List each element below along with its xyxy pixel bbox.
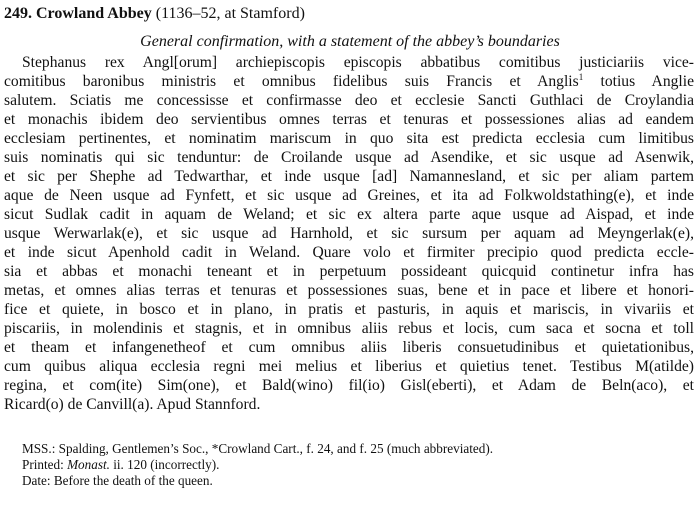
printed-note: [22, 457, 692, 473]
charter-title: Crowland Abbey: [36, 5, 152, 22]
body-line: [4, 72, 694, 91]
body-line: usque Werwarlak(e), et sic usque ad Harnhold, et sic sursum per aquam ad Meyngerlak(e),: [4, 225, 694, 242]
body-line: regina, et com(ite) Sim(one), et Bald(wino) fil(io) Gisl(eberti), et Adam de Beln(aco), et: [4, 377, 694, 394]
body-line: sicut Sudlak cadit in aquam de Weland; et sic ex altera parte aque usque ad Aispad, et inde: [4, 206, 694, 223]
date-label: Date:: [22, 473, 51, 488]
body-line: salutem. Sciatis me concessisse et confirmasse deo et ecclesie Sancti Guthlaci de Croylandia: [4, 92, 694, 109]
body-line: et theam et infangenetheof et cum omnibus aliis liberis consuetudinibus et quietationibus,: [4, 339, 694, 356]
body-line: Stephanus rex Angl[orum] archiepiscopis episcopis abbatibus comitibus justiciariis vice-: [22, 54, 694, 71]
body-line-tail: totius Anglie: [583, 73, 694, 90]
printed-label: Printed:: [22, 457, 64, 472]
body-line: suis nominatis qui sic tenduntur: de Croilande usque ad Asendike, et sic usque ad Asenwik,: [4, 149, 694, 166]
body-line: ecclesiam pertinentes, et nominatim mariscum in quo sita est predicta ecclesia cum limitibus: [4, 130, 694, 147]
body-line: piscariis, in molendinis et stagnis, et in omnibus aliis rebus et locis, cum saca et socna et toll: [4, 320, 694, 337]
body-line: et inde sicut Apenhold cadit in Weland. Quare volo et firmiter precipio quod predicta eccle-: [4, 244, 694, 261]
charter-number: 249.: [4, 5, 32, 22]
mss-text: Spalding, Gentlemen’s Soc., *Crowland Cart., f. 24, and f. 25 (much abbreviated).: [55, 441, 494, 456]
printed-text: ii. 120 (incorrectly).: [109, 457, 220, 472]
body-line: et sic per Shephe ad Tedwarthar, et inde usque [ad] Namannesland, et sic per aliam partem: [4, 168, 694, 185]
charter-body: [4, 53, 694, 414]
printed-work: Monast.: [67, 457, 110, 472]
date-text: Before the death of the queen.: [50, 473, 213, 488]
charter-heading: [4, 4, 305, 24]
body-line: sia et abbas et monachi teneant et in perpetuum possideant quicquid continetur infra has: [4, 263, 694, 280]
body-line-text: comitibus baronibus ministris et omnibus fidelibus suis Francis et Anglis: [4, 73, 579, 90]
source-notes: [22, 441, 692, 489]
footnote-marker: 1: [578, 71, 584, 82]
body-line: et monachis ibidem deo servientibus omnes terras et tenuras et possessiones alias ad eandem: [4, 111, 694, 128]
body-line: aque de Neen usque ad Fynfett, et sic usque ad Greines, et ita ad Folkwoldstathing(e), et inde: [4, 187, 694, 204]
body-line: metas, et omnes alias terras et tenuras et possessiones suas, bene et in pace et libere et honori-: [4, 282, 694, 299]
body-line: cum quibus aliqua ecclesia regni mei melius et liberius et quietius tenet. Testibus M(atilde): [4, 358, 694, 375]
charter-subtitle: General confirmation, with a statement of the abbey’s boundaries: [140, 33, 560, 50]
date-note: [22, 473, 692, 489]
mss-label: MSS.:: [22, 441, 56, 456]
body-line: fice et quiete, in bosco et in plano, in pratis et pasturis, in aquis et mariscis, in vivariis et: [4, 301, 694, 318]
body-line: Ricard(o) de Canvill(a). Apud Stannford.: [4, 396, 261, 413]
manuscripts-note: [22, 441, 692, 457]
charter-date-place: (1136–52, at Stamford): [155, 5, 305, 22]
